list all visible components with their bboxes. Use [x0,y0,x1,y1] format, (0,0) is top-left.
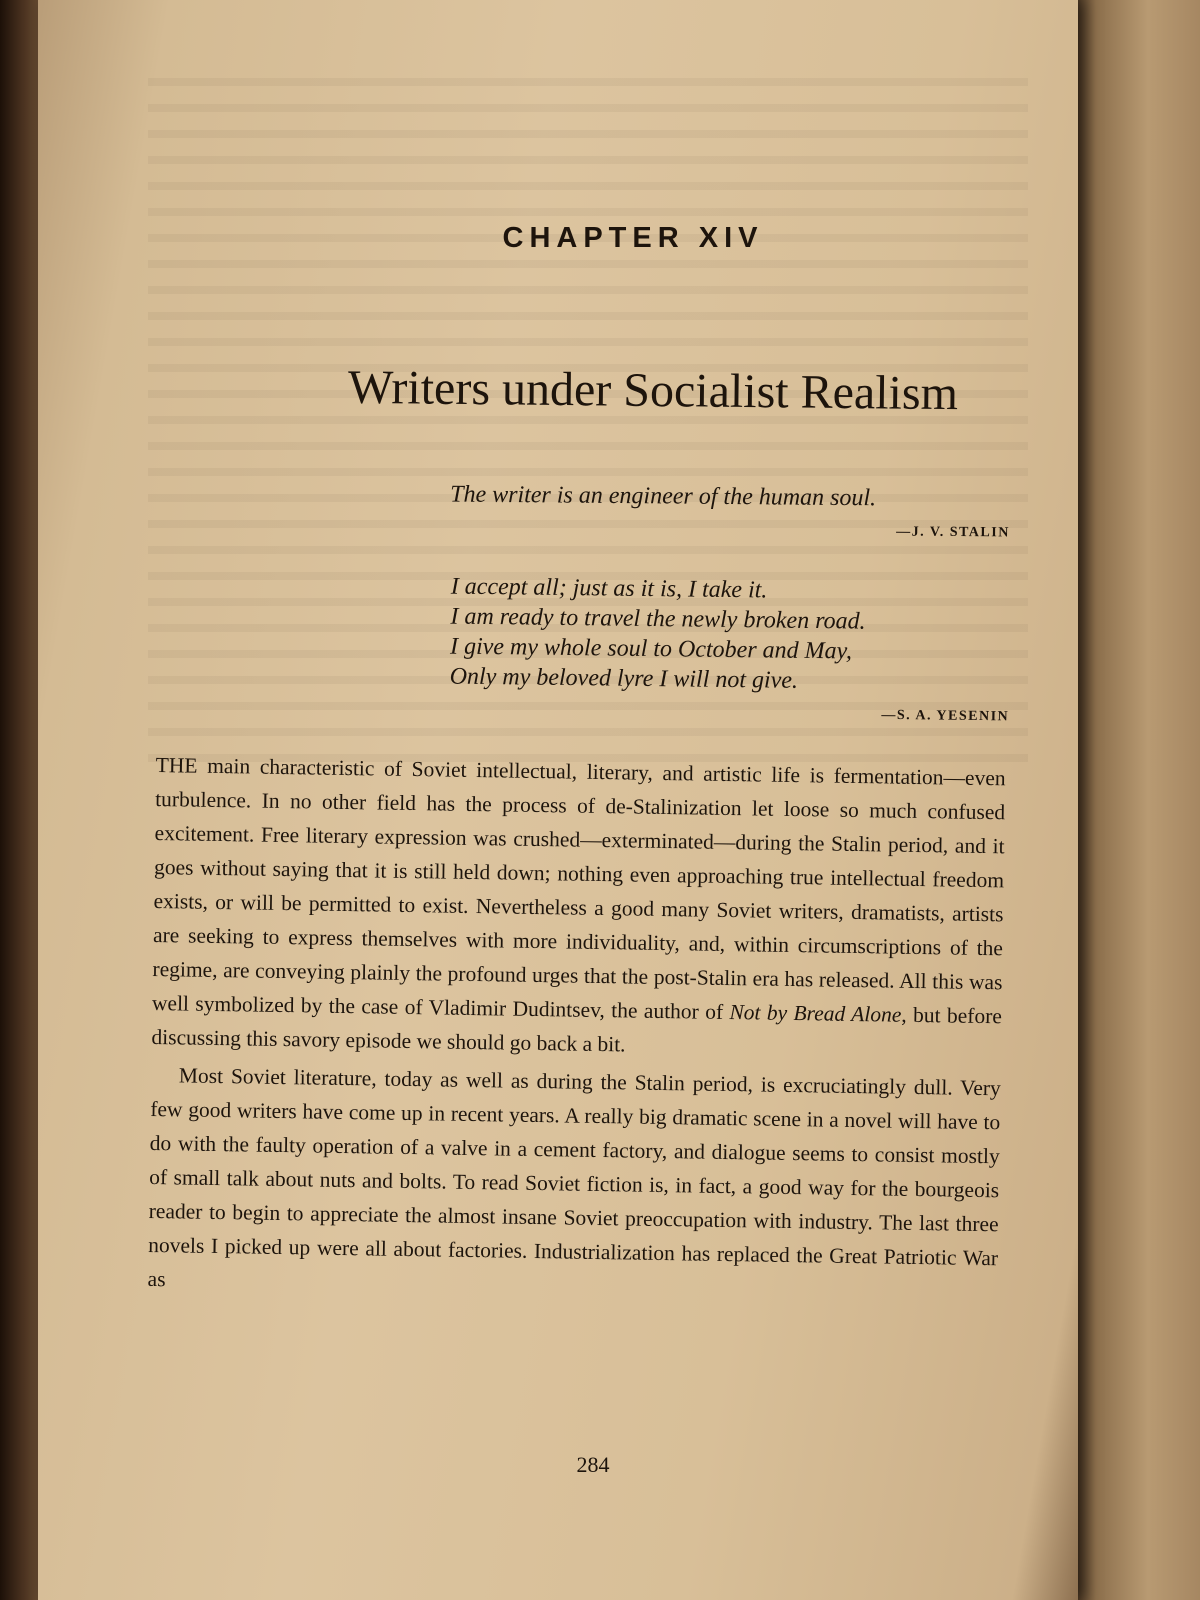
paragraph-2: Most Soviet literature, today as well as during the Stalin period, is excruciatingly dull. Very few good writers have come up in recent years. A really big dramatic scene in a novel will have to do with the faulty operation of a valve in a cement factory, and dialogue seems to consist mostly of small talk about nuts and bolts. To read Soviet fiction is, in fact, a good way for the bourgeois reader to begin to appreciate the almost insane Soviet preoccupation with industry. The last three novels I picked up were all about factories. Industrialization has replaced the Great Patriotic War as [147,1063,1001,1292]
paragraph-1-text-end: , but before discussing this savory episode we should go back a bit. [151,1002,1003,1057]
paragraph-1 [151,748,1006,1067]
epigraph-line: I accept all; just as it is, I take it. [450,573,768,604]
epigraph-line: The writer is an engineer of the human soul. [450,481,877,512]
epigraph-stalin [450,480,1011,549]
adjacent-page-edge [1070,0,1200,1600]
book-spine-shadow [0,0,42,1600]
epigraph-yesenin [449,572,1011,733]
page-number: 284 [576,1452,610,1477]
body-text [147,748,1006,1309]
chapter-title: Writers under Socialist Realism [347,360,959,421]
epigraph-attribution: —S. A. YESENIN [881,707,1010,725]
book-page [38,0,1078,1600]
epigraph-line: Only my beloved lyre I will not give. [449,663,799,694]
epigraph-attribution: —J. V. STALIN [896,524,1010,541]
chapter-label: CHAPTER XIV [502,222,764,254]
epigraph-line: I give my whole soul to October and May, [449,633,853,665]
epigraph-line: I am ready to travel the newly broken road. [450,603,866,635]
paragraph-1-text: THE main characteristic of Soviet intellectual, literary, and artistic life is fermentation—even turbulence. In no other field has the process of de-Stalinization let loose so much confused excitement. Free literary expression was crushed—exterminated—during the Stalin period, and it goes without saying that it is still held down; nothing even approaching true intellectual freedom exists, or will be permitted to exist. Nevertheless a good many Soviet writers, dramatists, artists are seeking to express themselves with more individuality, and, within circumscriptions of the regime, are conveying plainly the profound urges that the post-Stalin era has released. All this was well symbolized by the case of Vladimir Dudintsev, the author of [151,752,1006,1025]
book-title-italic: Not by Bread Alone [729,1000,902,1027]
